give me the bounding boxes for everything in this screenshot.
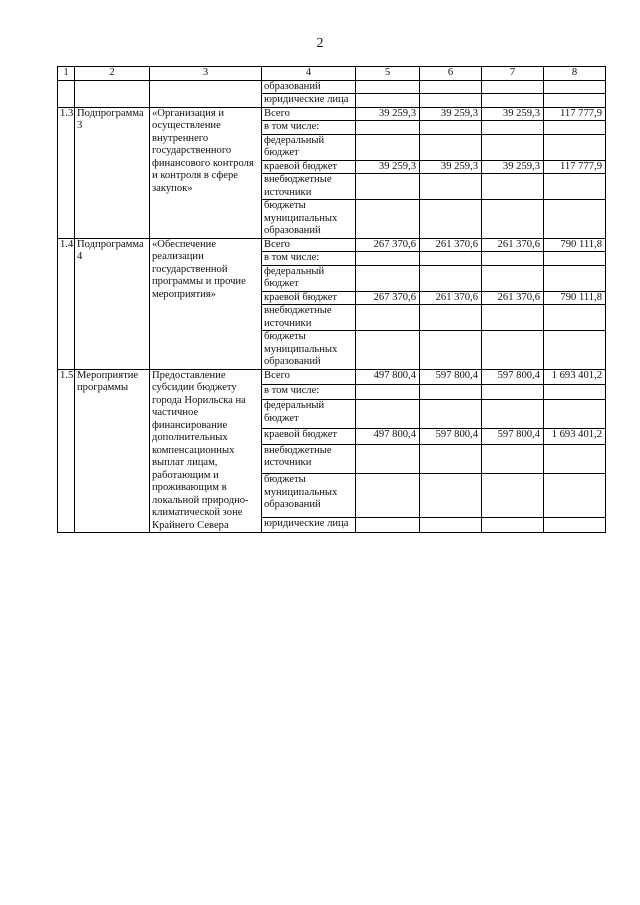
value-cell-2021: 261 370,6 bbox=[482, 291, 544, 305]
empty-cell bbox=[544, 80, 606, 94]
section-number: 1.5 bbox=[58, 369, 75, 533]
funding-source-label: бюджеты муниципальных образований bbox=[262, 474, 356, 518]
continuation-row bbox=[58, 80, 606, 94]
value-cell-2019 bbox=[356, 331, 420, 370]
financing-table bbox=[57, 66, 606, 533]
value-cell-2021: 597 800,4 bbox=[482, 429, 544, 444]
value-cell-2019: 497 800,4 bbox=[356, 429, 420, 444]
funding-source-label: бюджеты муниципальных образований bbox=[262, 200, 356, 239]
value-cell-2019 bbox=[356, 305, 420, 331]
value-cell-2019 bbox=[356, 517, 420, 532]
section-description: «Обеспечение реализации государственной программы и прочие мероприятия» bbox=[150, 238, 262, 369]
value-cell-2019 bbox=[356, 121, 420, 135]
value-cell-2021 bbox=[482, 331, 544, 370]
value-cell-2021 bbox=[482, 400, 544, 429]
value-cell-2019: 267 370,6 bbox=[356, 291, 420, 305]
value-cell-total bbox=[544, 331, 606, 370]
empty-cell bbox=[420, 80, 482, 94]
value-cell-2021 bbox=[482, 200, 544, 239]
value-cell-total bbox=[544, 121, 606, 135]
value-cell-2021 bbox=[482, 252, 544, 266]
empty-cell bbox=[356, 80, 420, 94]
funding-source-label: федеральный бюджет bbox=[262, 400, 356, 429]
value-cell-2020 bbox=[420, 265, 482, 291]
funding-source-label: в том числе: bbox=[262, 121, 356, 135]
funding-source-label: федеральный бюджет bbox=[262, 134, 356, 160]
value-cell-2019 bbox=[356, 265, 420, 291]
value-cell-total: 117 777,9 bbox=[544, 107, 606, 121]
value-cell-2020 bbox=[420, 121, 482, 135]
section-description: Предоставление субсидии бюджету города Норильска на частичное финансирование дополнительных компенсационных выплат лицам, работающим и проживающим в локальной природно-климатической зоне Крайнего Севера bbox=[150, 369, 262, 533]
value-cell-total: 790 111,8 bbox=[544, 238, 606, 252]
value-cell-total bbox=[544, 517, 606, 532]
value-cell-total: 790 111,8 bbox=[544, 291, 606, 305]
value-cell-total bbox=[544, 252, 606, 266]
value-cell-2021 bbox=[482, 305, 544, 331]
value-cell-2020 bbox=[420, 174, 482, 200]
value-cell-2020: 39 259,3 bbox=[420, 160, 482, 174]
value-cell-total bbox=[544, 265, 606, 291]
value-cell-total: 1 693 401,2 bbox=[544, 429, 606, 444]
value-cell-2019 bbox=[356, 252, 420, 266]
funding-source-label: юридические лица bbox=[262, 94, 356, 108]
funding-source-label: внебюджетные источники bbox=[262, 444, 356, 473]
funding-source-label: Всего bbox=[262, 369, 356, 384]
funding-source-label: Всего bbox=[262, 238, 356, 252]
funding-source-label: федеральный бюджет bbox=[262, 265, 356, 291]
header-cell: 5 bbox=[356, 67, 420, 81]
section-name: Подпрограмма 4 bbox=[75, 238, 150, 369]
value-cell-2021 bbox=[482, 265, 544, 291]
value-cell-2019 bbox=[356, 134, 420, 160]
funding-source-label: бюджеты муниципальных образований bbox=[262, 331, 356, 370]
funding-source-label: Всего bbox=[262, 107, 356, 121]
value-cell-2021 bbox=[482, 134, 544, 160]
value-cell-total bbox=[544, 444, 606, 473]
value-cell-total bbox=[544, 400, 606, 429]
value-cell-2020: 597 800,4 bbox=[420, 429, 482, 444]
value-cell-total: 1 693 401,2 bbox=[544, 369, 606, 384]
value-cell-2019: 267 370,6 bbox=[356, 238, 420, 252]
empty-cell bbox=[420, 94, 482, 108]
value-cell-total bbox=[544, 384, 606, 399]
table-row bbox=[58, 107, 606, 121]
value-cell-2020 bbox=[420, 134, 482, 160]
value-cell-2021 bbox=[482, 474, 544, 518]
funding-source-label: краевой бюджет bbox=[262, 429, 356, 444]
header-cell: 4 bbox=[262, 67, 356, 81]
value-cell-2020 bbox=[420, 474, 482, 518]
value-cell-2020 bbox=[420, 200, 482, 239]
value-cell-2021: 39 259,3 bbox=[482, 107, 544, 121]
value-cell-total bbox=[544, 305, 606, 331]
section-number: 1.3 bbox=[58, 107, 75, 238]
value-cell-2019: 497 800,4 bbox=[356, 369, 420, 384]
value-cell-2020 bbox=[420, 331, 482, 370]
value-cell-2020 bbox=[420, 444, 482, 473]
header-cell: 2 bbox=[75, 67, 150, 81]
value-cell-2021 bbox=[482, 517, 544, 532]
value-cell-2020 bbox=[420, 305, 482, 331]
value-cell-2021 bbox=[482, 121, 544, 135]
funding-source-label: в том числе: bbox=[262, 252, 356, 266]
value-cell-2020: 261 370,6 bbox=[420, 238, 482, 252]
header-cell: 7 bbox=[482, 67, 544, 81]
value-cell-2019 bbox=[356, 174, 420, 200]
value-cell-2020 bbox=[420, 252, 482, 266]
page-number: 2 bbox=[316, 36, 324, 51]
value-cell-2019: 39 259,3 bbox=[356, 160, 420, 174]
value-cell-2020: 597 800,4 bbox=[420, 369, 482, 384]
value-cell-2020: 39 259,3 bbox=[420, 107, 482, 121]
value-cell-total bbox=[544, 474, 606, 518]
section-name: Мероприятие программы bbox=[75, 369, 150, 533]
funding-source-label: юридические лица bbox=[262, 517, 356, 532]
value-cell-2020: 261 370,6 bbox=[420, 291, 482, 305]
value-cell-total bbox=[544, 200, 606, 239]
funding-source-label: внебюджетные источники bbox=[262, 174, 356, 200]
funding-source-label: краевой бюджет bbox=[262, 160, 356, 174]
empty-cell bbox=[58, 80, 75, 107]
section-description: «Организация и осуществление внутреннего государственного финансового контроля и контроля в сфере закупок» bbox=[150, 107, 262, 238]
empty-cell bbox=[482, 80, 544, 94]
section-number: 1.4 bbox=[58, 238, 75, 369]
value-cell-2021 bbox=[482, 444, 544, 473]
header-cell: 3 bbox=[150, 67, 262, 81]
value-cell-2019 bbox=[356, 200, 420, 239]
value-cell-2021: 261 370,6 bbox=[482, 238, 544, 252]
value-cell-2019 bbox=[356, 444, 420, 473]
value-cell-2021: 597 800,4 bbox=[482, 369, 544, 384]
value-cell-2021 bbox=[482, 174, 544, 200]
empty-cell bbox=[544, 94, 606, 108]
table-row bbox=[58, 238, 606, 252]
value-cell-total: 117 777,9 bbox=[544, 160, 606, 174]
header-cell: 1 bbox=[58, 67, 75, 81]
value-cell-2020 bbox=[420, 384, 482, 399]
value-cell-2021: 39 259,3 bbox=[482, 160, 544, 174]
funding-source-label: внебюджетные источники bbox=[262, 305, 356, 331]
funding-source-label: краевой бюджет bbox=[262, 291, 356, 305]
section-name: Подпрограмма 3 bbox=[75, 107, 150, 238]
value-cell-2019 bbox=[356, 384, 420, 399]
empty-cell bbox=[75, 80, 150, 107]
empty-cell bbox=[356, 94, 420, 108]
empty-cell bbox=[150, 80, 262, 107]
header-cell: 8 bbox=[544, 67, 606, 81]
header-row bbox=[58, 67, 606, 81]
value-cell-2020 bbox=[420, 400, 482, 429]
header-cell: 6 bbox=[420, 67, 482, 81]
funding-source-label: в том числе: bbox=[262, 384, 356, 399]
value-cell-2020 bbox=[420, 517, 482, 532]
value-cell-2021 bbox=[482, 384, 544, 399]
value-cell-total bbox=[544, 174, 606, 200]
value-cell-2019: 39 259,3 bbox=[356, 107, 420, 121]
value-cell-2019 bbox=[356, 474, 420, 518]
value-cell-total bbox=[544, 134, 606, 160]
empty-cell bbox=[482, 94, 544, 108]
table-row bbox=[58, 369, 606, 384]
value-cell-2019 bbox=[356, 400, 420, 429]
funding-source-label: образований bbox=[262, 80, 356, 94]
